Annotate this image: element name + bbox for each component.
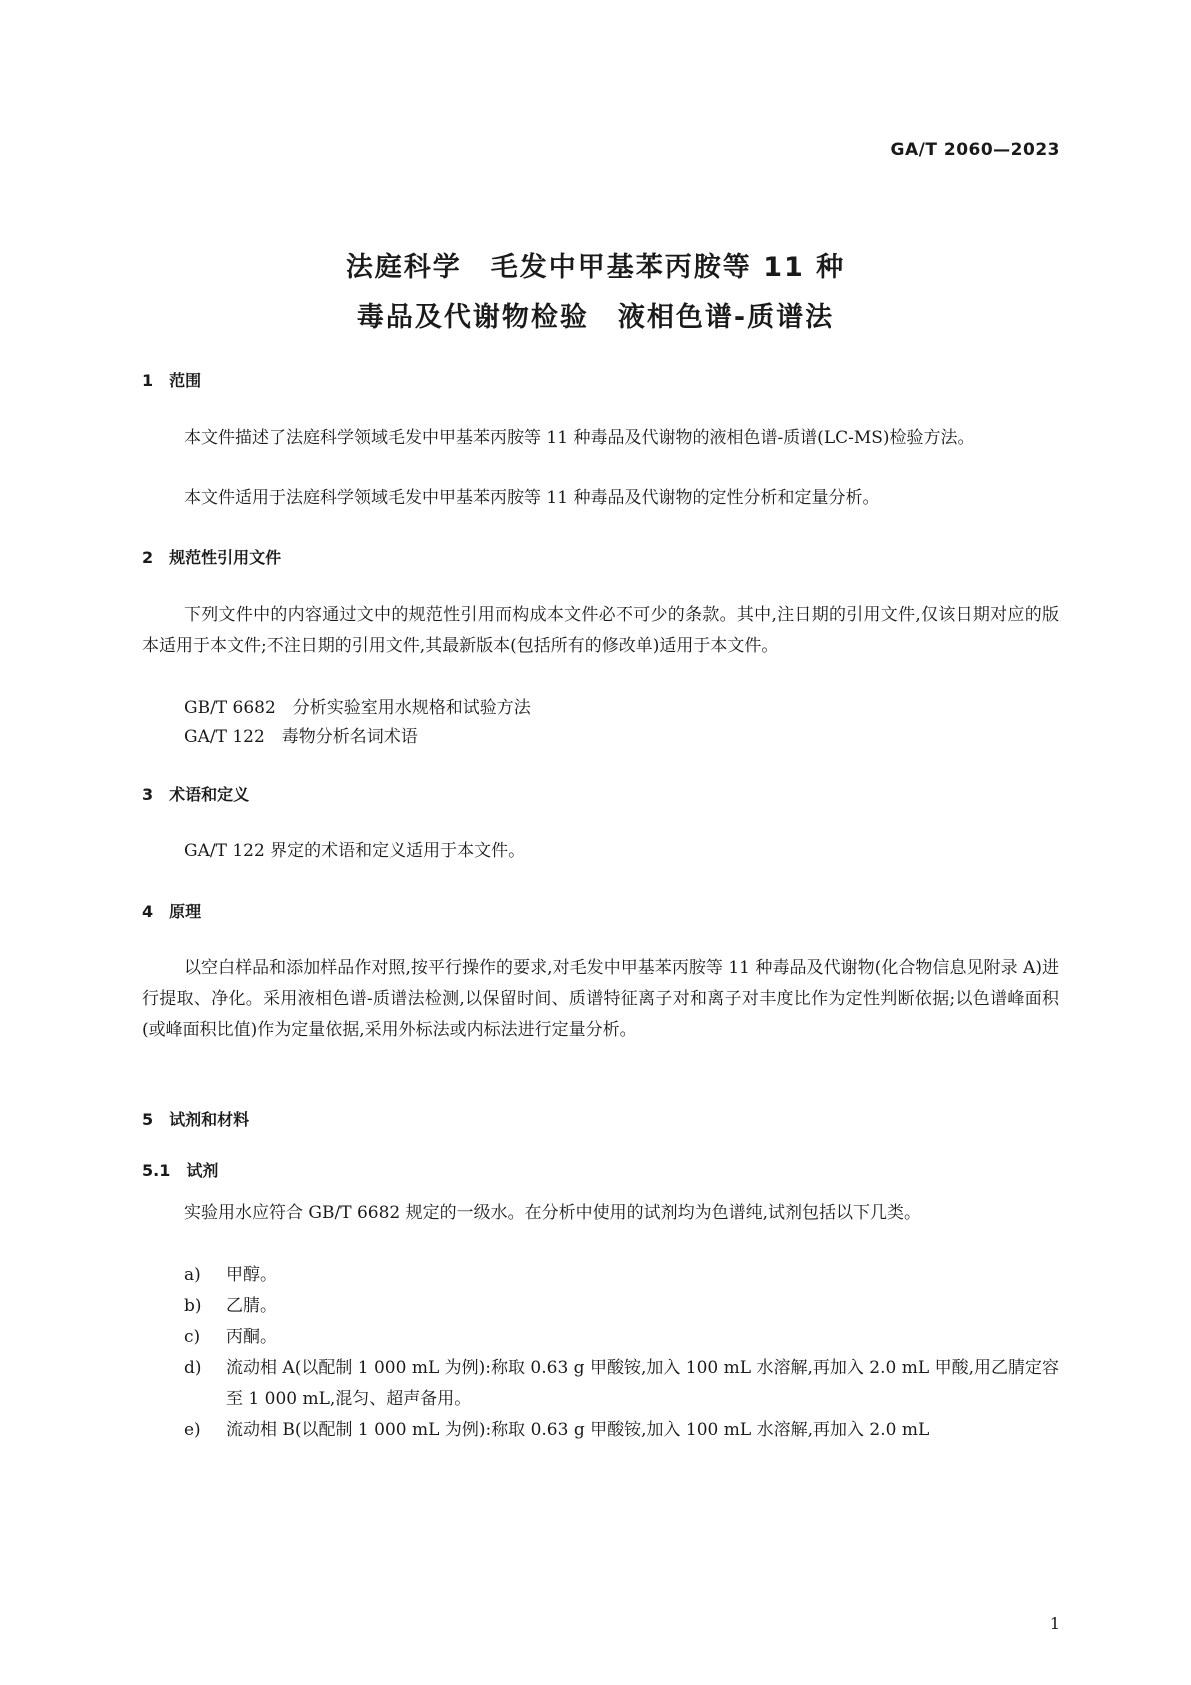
list-text: 流动相 B(以配制 1 000 mL 为例):称取 0.63 g 甲酸铵,加入 100 mL 水溶解,再加入 2.0 mL [226, 1420, 930, 1440]
list-item [184, 1291, 1059, 1322]
normative-reference-2: GA/T 122 毒物分析名词术语 [184, 727, 418, 747]
section-5-1-heading: 5.1 试剂 [142, 1161, 219, 1180]
list-item [184, 1415, 1059, 1446]
page-number: 1 [1049, 1614, 1060, 1633]
list-text: 丙酮。 [226, 1327, 277, 1347]
section-1-para-2: 本文件适用于法庭科学领域毛发中甲基苯丙胺等 11 种毒品及代谢物的定性分析和定量分析。 [184, 488, 880, 508]
list-marker: a) [184, 1265, 201, 1285]
list-item [184, 1322, 1059, 1353]
section-4-heading: 4 原理 [142, 902, 202, 921]
list-marker: d) [184, 1358, 202, 1378]
list-text: 甲醇。 [226, 1265, 277, 1285]
list-marker: c) [184, 1327, 201, 1347]
list-text: 乙腈。 [226, 1296, 277, 1316]
standard-code: GA/T 2060—2023 [890, 140, 1060, 160]
list-marker: e) [184, 1420, 201, 1440]
section-2-para-1: 下列文件中的内容通过文中的规范性引用而构成本文件必不可少的条款。其中,注日期的引用文件,仅该日期对应的版本适用于本文件;不注日期的引用文件,其最新版本(包括所有的修改单)适用于本文件。 [142, 605, 1059, 656]
list-item [184, 1353, 1059, 1415]
section-2-heading: 2 规范性引用文件 [142, 548, 282, 567]
section-3-para-1: GA/T 122 界定的术语和定义适用于本文件。 [184, 841, 526, 861]
list-marker: b) [184, 1296, 202, 1316]
title-line-2: 毒品及代谢物检验 液相色谱-质谱法 [356, 302, 835, 333]
section-4-para-1: 以空白样品和添加样品作对照,按平行操作的要求,对毛发中甲基苯丙胺等 11 种毒品及代谢物(化合物信息见附录 A)进行提取、净化。采用液相色谱-质谱法检测,以保留时间、质谱特征离子对和离子对丰度比作为定性判断依据;以色谱峰面积(或峰面积比值)作为定量依据,采用外标法或内标法进行定量分析。 [142, 958, 1059, 1040]
document-title [0, 243, 1191, 343]
normative-reference-1: GB/T 6682 分析实验室用水规格和试验方法 [184, 698, 531, 718]
section-1-para-1: 本文件描述了法庭科学领域毛发中甲基苯丙胺等 11 种毒品及代谢物的液相色谱-质谱(LC-MS)检验方法。 [184, 428, 975, 448]
title-line-1: 法庭科学 毛发中甲基苯丙胺等 11 种 [345, 252, 846, 283]
section-5-heading: 5 试剂和材料 [142, 1110, 250, 1129]
section-3-heading: 3 术语和定义 [142, 785, 250, 804]
list-item [184, 1260, 1059, 1291]
section-5-1-para-1: 实验用水应符合 GB/T 6682 规定的一级水。在分析中使用的试剂均为色谱纯,试剂包括以下几类。 [184, 1203, 922, 1223]
section-1-heading: 1 范围 [142, 371, 202, 390]
list-text: 流动相 A(以配制 1 000 mL 为例):称取 0.63 g 甲酸铵,加入 100 mL 水溶解,再加入 2.0 mL 甲酸,用乙腈定容至 1 000 mL,混匀、超声备用。 [226, 1358, 1059, 1409]
